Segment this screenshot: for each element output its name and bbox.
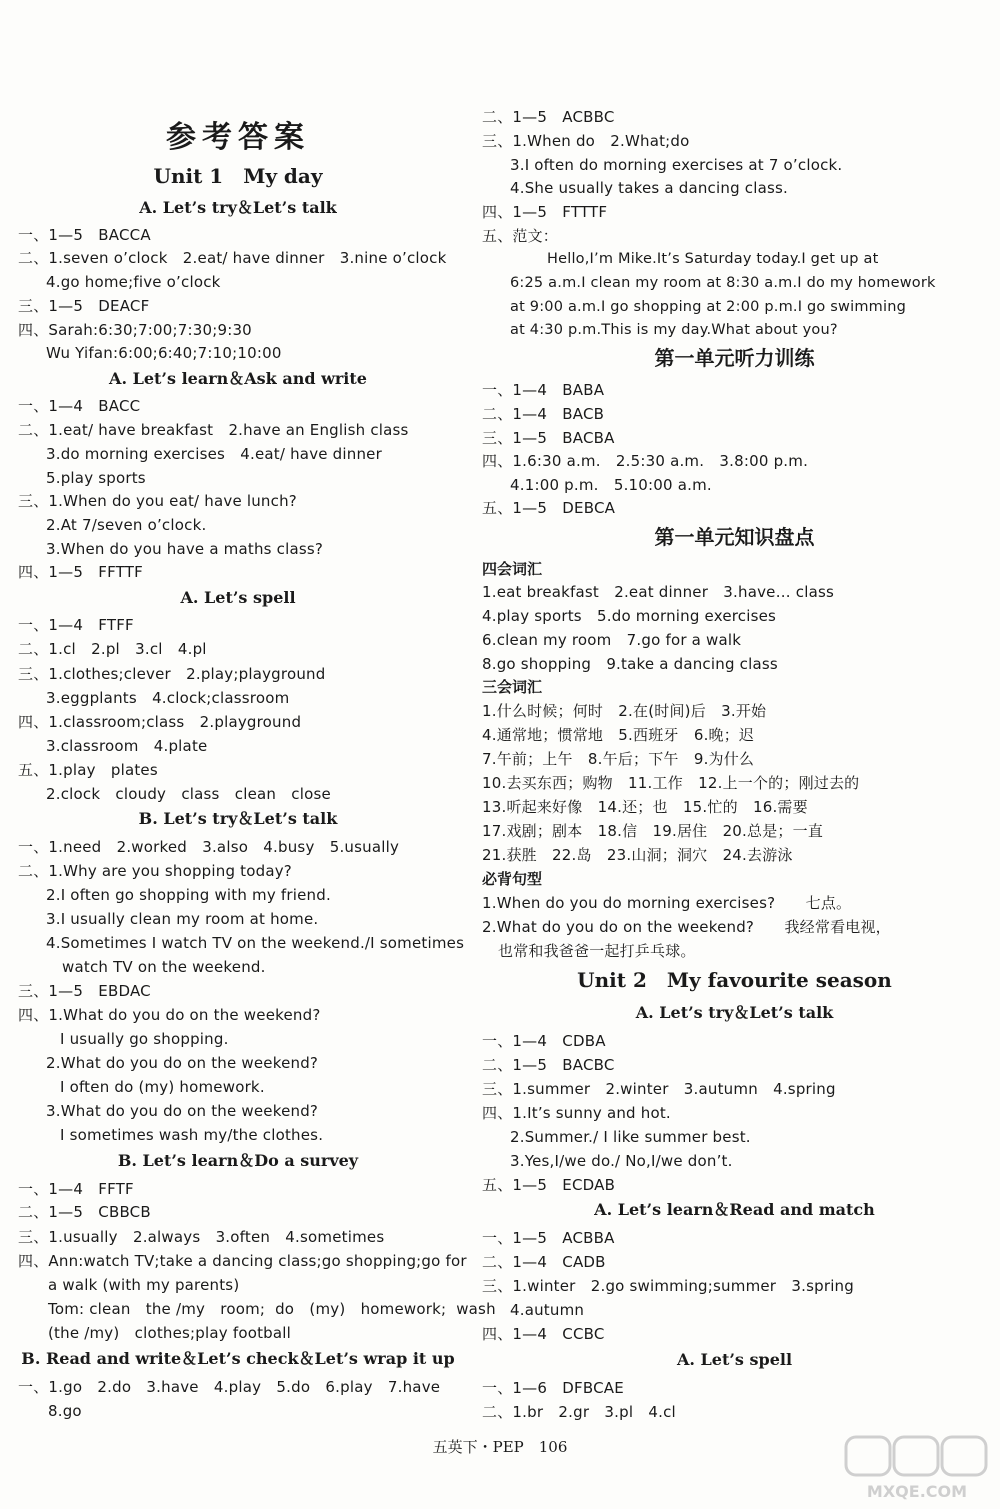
answer-line: 5.play sports — [46, 469, 146, 487]
answer-line: 6:25 a.m.I clean my room at 8:30 a.m.I do my homework — [510, 275, 936, 291]
page-title: 参考答案 — [166, 120, 310, 155]
answer-line: 四、Sarah:6:30;7:00;7:30;9:30 — [18, 321, 252, 339]
answer-line: 四、1—4 CCBC — [482, 1325, 605, 1343]
answer-line: 一、1—4 BABA — [482, 381, 605, 399]
answer-line: 四、1.classroom;class 2.playground — [18, 713, 302, 731]
answer-line: (the /my) clothes;play football — [48, 1324, 291, 1342]
answer-line: 四、Ann:watch TV;take a dancing class;go shopping;go for — [18, 1252, 467, 1270]
answer-line: 3.What do you do on the weekend? — [46, 1102, 319, 1120]
answer-line: Hello,I’m Mike.It’s Saturday today.I get up at — [547, 251, 879, 267]
answer-line: 4.通常地；惯常地 5.西班牙 6.晚；迟 — [482, 726, 755, 744]
answer-line: 3.I often do morning exercises at 7 o’clock. — [510, 156, 843, 174]
answer-line: 2.What do you do on the weekend? 我经常看电视， — [482, 918, 891, 936]
subheading: 必背句型 — [482, 870, 543, 888]
answer-line: 3.Yes,I/we do./ No,I/we don’t. — [510, 1152, 733, 1170]
answer-line: 五、1—5 ECDAB — [482, 1176, 616, 1194]
answer-line: 13.听起来好像 14.还；也 15.忙的 16.需要 — [482, 798, 808, 816]
section-heading: 第一单元听力训练 — [654, 346, 815, 370]
answer-line: 4.go home;five o’clock — [46, 273, 221, 291]
answer-line: 2.Summer./ I like summer best. — [510, 1128, 751, 1146]
section-heading: 第一单元知识盘点 — [654, 525, 815, 549]
answer-line: 一、1—4 BACC — [18, 397, 141, 415]
answer-line: 1.When do you do morning exercises? 七点。 — [482, 894, 852, 912]
answer-line: 三、1.winter 2.go swimming;summer 3.spring — [482, 1277, 854, 1295]
answer-line: 三、1.summer 2.winter 3.autumn 4.spring — [482, 1080, 836, 1098]
answer-line: 一、1—5 ACBBA — [482, 1229, 615, 1247]
answer-line: 4.1:00 p.m. 5.10:00 a.m. — [510, 476, 712, 494]
answer-line: Wu Yifan:6:00;6:40;7:10;10:00 — [46, 344, 282, 362]
answer-line: 8.go — [48, 1402, 82, 1420]
answer-line: watch TV on the weekend. — [62, 958, 266, 976]
answer-line: 二、1—5 CBBCB — [18, 1203, 151, 1221]
answer-line: 4.Sometimes I watch TV on the weekend./I sometimes — [46, 934, 465, 952]
answer-line: 四、1.It’s sunny and hot. — [482, 1104, 671, 1122]
answer-line: 1.什么时候；何时 2.在(时间)后 3.开始 — [482, 702, 767, 720]
answer-line: I often do (my) homework. — [60, 1078, 265, 1096]
answer-line: 2.clock cloudy class clean close — [46, 785, 331, 803]
answer-line: 二、1—5 ACBBC — [482, 108, 615, 126]
answer-line: a walk (with my parents) — [48, 1276, 240, 1294]
answer-line: I sometimes wash my/the clothes. — [60, 1126, 324, 1144]
answer-line: 6.clean my room 7.go for a walk — [482, 631, 742, 649]
section-heading: B. Read and write＆Let’s check＆Let’s wrap it up — [21, 1349, 455, 1368]
answer-line: 2.What do you do on the weekend? — [46, 1054, 319, 1072]
answer-line: 二、1.Why are you shopping today? — [18, 862, 292, 880]
section-heading: A. Let’s try＆Let’s talk — [635, 1003, 834, 1022]
watermark-logo-icon — [842, 1433, 992, 1503]
answer-line: 三、1—5 DEACF — [18, 297, 150, 315]
section-heading: A. Let’s try＆Let’s talk — [139, 198, 337, 217]
answer-line: 二、1.eat/ have breakfast 2.have an English class — [18, 421, 409, 439]
answer-line: 8.go shopping 9.take a dancing class — [482, 655, 778, 673]
unit-heading: Unit 2 My favourite season — [577, 968, 892, 992]
answer-line: 3.eggplants 4.clock;classroom — [46, 689, 290, 707]
answer-line: 1.eat breakfast 2.eat dinner 3.have… class — [482, 583, 835, 601]
answer-line: 3.classroom 4.plate — [46, 737, 208, 755]
answer-line: 3.I usually clean my room at home. — [46, 910, 319, 928]
answer-line: 四、1—5 FTTTF — [482, 203, 608, 221]
answer-line: 一、1—4 FFTF — [18, 1180, 134, 1198]
answer-line: 二、1.br 2.gr 3.pl 4.cl — [482, 1403, 676, 1421]
answer-line: 一、1.need 2.worked 3.also 4.busy 5.usually — [18, 838, 400, 856]
answer-line: 10.去买东西；购物 11.工作 12.上一个的；刚过去的 — [482, 774, 860, 792]
section-heading: A. Let’s spell — [180, 588, 296, 607]
answer-line: 四、1—5 FFTTF — [18, 563, 143, 581]
answer-line: 三、1.When do you eat/ have lunch? — [18, 492, 297, 510]
answer-line: 17.戏剧；剧本 18.信 19.居住 20.总是；一直 — [482, 822, 824, 840]
page-footer: 五英下・PEP 106 — [432, 1438, 568, 1456]
section-heading: A. Let’s learn＆Read and match — [594, 1200, 875, 1219]
answer-line: 五、范文： — [482, 227, 559, 245]
answer-line: 二、1.seven o’clock 2.eat/ have dinner 3.nine o’clock — [18, 249, 447, 267]
answer-line: 4.She usually takes a dancing class. — [510, 179, 788, 197]
answer-line: 二、1—4 CADB — [482, 1253, 606, 1271]
subheading: 三会词汇 — [482, 678, 543, 696]
answer-line: 7.午前；上午 8.午后；下午 9.为什么 — [482, 750, 755, 768]
answer-line: 二、1—4 BACB — [482, 405, 605, 423]
answer-line: 也常和我爸爸一起打乒乓球。 — [498, 942, 696, 960]
answer-line: 2.I often go shopping with my friend. — [46, 886, 331, 904]
answer-line: 4.play sports 5.do morning exercises — [482, 607, 777, 625]
answer-line: 一、1—6 DFBCAE — [482, 1379, 624, 1397]
answer-line: 五、1—5 DEBCA — [482, 499, 616, 517]
answer-line: 2.At 7/seven o’clock. — [46, 516, 207, 534]
answer-line: Tom: clean the /my room; do (my) homework; wash — [48, 1300, 496, 1318]
section-heading: A. Let’s spell — [676, 1350, 793, 1369]
answer-line: at 4:30 p.m.This is my day.What about you? — [510, 322, 838, 338]
answer-line: 二、1—5 BACBC — [482, 1056, 615, 1074]
answer-line: 三、1—5 BACBA — [482, 429, 615, 447]
answer-line: 一、1—5 BACCA — [18, 226, 151, 244]
answer-line: 三、1.clothes;clever 2.play;playground — [18, 665, 326, 683]
answer-line: 三、1.usually 2.always 3.often 4.sometimes — [18, 1228, 385, 1246]
subheading: 四会词汇 — [482, 560, 543, 578]
section-heading: B. Let’s try＆Let’s talk — [138, 809, 338, 828]
svg-text:MXQE.COM: MXQE.COM — [866, 1482, 968, 1501]
section-heading: B. Let’s learn＆Do a survey — [117, 1151, 359, 1170]
answer-line: 一、1—4 FTFF — [18, 616, 134, 634]
answer-line: 4.autumn — [510, 1301, 585, 1319]
answer-line: 三、1—5 EBDAC — [18, 982, 151, 1000]
answer-line: at 9:00 a.m.I go shopping at 2:00 p.m.I go swimming — [510, 299, 906, 315]
answer-line: I usually go shopping. — [60, 1030, 229, 1048]
answer-line: 四、1.6:30 a.m. 2.5:30 a.m. 3.8:00 p.m. — [482, 452, 809, 470]
unit-heading: Unit 1 My day — [153, 164, 323, 188]
answer-line: 3.do morning exercises 4.eat/ have dinner — [46, 445, 382, 463]
answer-line: 二、1.cl 2.pl 3.cl 4.pl — [18, 640, 207, 658]
answer-line: 3.When do you have a maths class? — [46, 540, 324, 558]
answer-line: 一、1—4 CDBA — [482, 1032, 606, 1050]
section-heading: A. Let’s learn＆Ask and write — [109, 369, 367, 388]
answer-line: 21.获胜 22.岛 23.山洞；洞穴 24.去游泳 — [482, 846, 793, 864]
answer-line: 一、1.go 2.do 3.have 4.play 5.do 6.play 7.have — [18, 1378, 441, 1396]
answer-line: 三、1.When do 2.What;do — [482, 132, 690, 150]
answer-line: 四、1.What do you do on the weekend? — [18, 1006, 321, 1024]
answer-line: 五、1.play plates — [18, 761, 158, 779]
